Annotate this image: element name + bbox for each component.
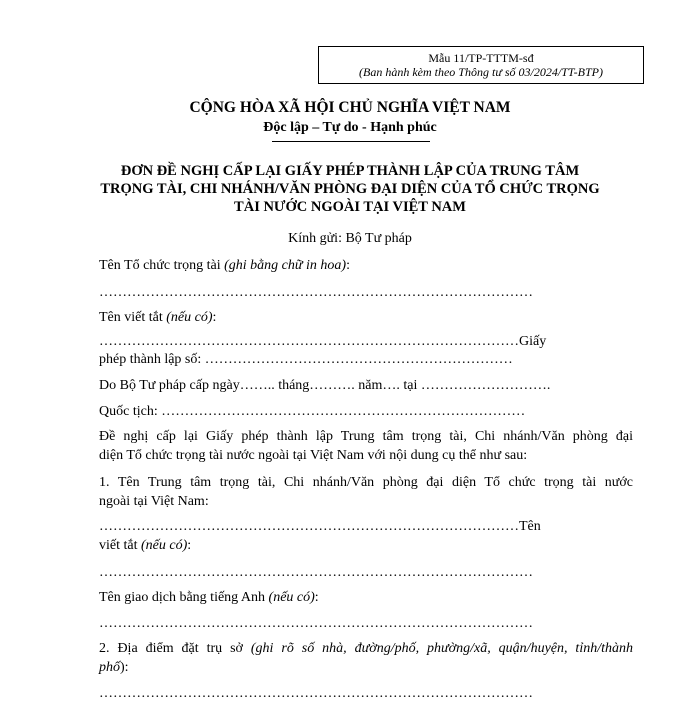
nationality-line: Quốc tịch: …………………………………………………………………… [99,404,526,419]
license-number-line: phép thành lập số: ………………………………………………………… [99,352,513,367]
item-1-fill-line: ………………………………………………………………………………Tên [99,519,541,534]
abbreviation-label: Tên viết tắt (nếu có): [99,310,217,325]
recipient-line: Kính gửi: Bộ Tư pháp [288,231,412,246]
form-code-box [318,46,644,84]
org-name-fill-line: ………………………………………………………………………………… [99,285,533,300]
form-code: Mẫu 11/TP-TTTM-sđ [428,51,534,65]
motto-underline [272,141,430,142]
request-paragraph-line-1: Đề nghị cấp lại Giấy phép thành lập Trung tâm trọng tài, Chi nhánh/Văn phòng đại [99,429,633,444]
request-paragraph-line-2: diện Tổ chức trọng tài nước ngoài tại Việt Nam với nội dung cụ thể như sau: [99,448,528,463]
english-name-label: Tên giao dịch bằng tiếng Anh (nếu có): [99,590,319,605]
document-title-line-1: ĐƠN ĐỀ NGHỊ CẤP LẠI GIẤY PHÉP THÀNH LẬP CỦA TRUNG TÂM [120,163,580,179]
item-1-line-2: ngoài tại Việt Nam: [99,494,209,509]
document-title-line-2: TRỌNG TÀI, CHI NHÁNH/VĂN PHÒNG ĐẠI DIỆN CỦA TỔ CHỨC TRỌNG [100,181,600,197]
issued-by-line: Do Bộ Tư pháp cấp ngày…….. tháng………. năm…. tại ………………………. [99,378,551,393]
abbreviation-2-fill-line: ………………………………………………………………………………… [99,565,533,580]
item-2-fill-line: ………………………………………………………………………………… [99,686,533,701]
item-2-line-2: phố): [99,660,129,675]
abbreviation-fill-line: ………………………………………………………………………………Giấy [99,334,547,349]
nation-title: CỘNG HÒA XÃ HỘI CHỦ NGHĨA VIỆT NAM [189,99,511,116]
document-title [92,162,608,216]
document-title-line-3: TÀI NƯỚC NGOÀI TẠI VIỆT NAM [234,199,466,215]
item-1-line-1: 1. Tên Trung tâm trọng tài, Chi nhánh/Văn phòng đại diện Tổ chức trọng tài nước [99,475,633,490]
abbreviation-2-label: viết tắt (nếu có): [99,538,192,553]
form-issued-note: (Ban hành kèm theo Thông tư số 03/2024/TT-BTP) [359,65,603,79]
item-2-line-1: 2. Địa điểm đặt trụ sở (ghi rõ số nhà, đường/phố, phường/xã, quận/huyện, tỉnh/thành [99,641,633,656]
english-name-fill-line: ………………………………………………………………………………… [99,616,533,631]
national-motto: Độc lập – Tự do - Hạnh phúc [263,120,437,135]
org-name-label: Tên Tổ chức trọng tài (ghi bằng chữ in hoa): [99,258,350,273]
